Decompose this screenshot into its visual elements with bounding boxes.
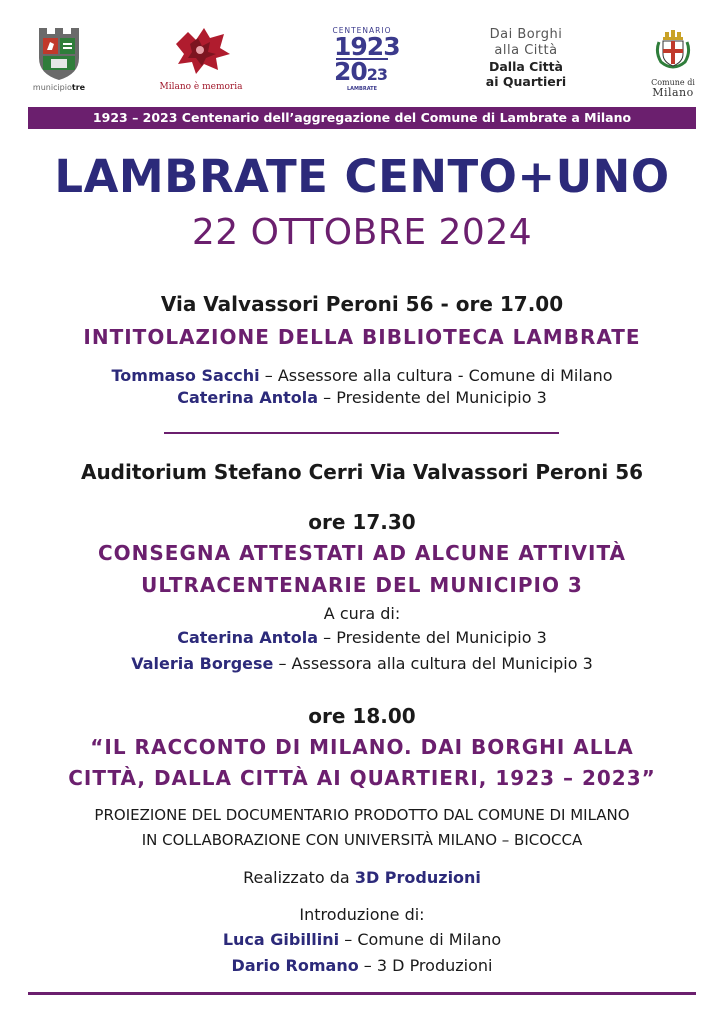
page-title: LAMBRATE CENTO+UNO (54, 150, 670, 203)
event2-speaker: Valeria Borgese – Assessora alla cultura del Municipio 3 (131, 654, 593, 673)
logo-bar (0, 0, 724, 106)
event2-title-line2: ULTRACENTENARIE DEL MUNICIPIO 3 (141, 573, 583, 597)
shield-icon (37, 28, 81, 80)
milano-crest-icon (651, 28, 695, 72)
municipio-tre-caption: municipiotre (32, 83, 86, 92)
event3-realized-by: Realizzato da 3D Produzioni (243, 868, 481, 887)
event3-time: ore 18.00 (308, 704, 416, 728)
section-divider (164, 432, 559, 434)
event3-intro-label: Introduzione di: (299, 905, 425, 924)
event1-speaker: Caterina Antola – Presidente del Municipio 3 (177, 388, 547, 407)
event1-speaker: Tommaso Sacchi – Assessore alla cultura - Comune di Milano (111, 366, 613, 385)
event1-title: INTITOLAZIONE DELLA BIBLIOTECA LAMBRATE (83, 325, 641, 349)
dai-borghi-logo: Dai Borghi alla Città Dalla Città ai Quartieri (485, 27, 567, 89)
centenary-banner: 1923 – 2023 Centenario dell’aggregazione del Comune di Lambrate a Milano (28, 107, 696, 129)
event3-title-line2: CITTÀ, DALLA CITTÀ AI QUARTIERI, 1923 – 2023” (68, 766, 656, 790)
comune-milano-logo: Comune di Milano (648, 28, 698, 99)
event3-description-line2: IN COLLABORAZIONE CON UNIVERSITÀ MILANO – BICOCCA (141, 831, 583, 849)
centenario-logo: CENTENARIO 1923 2023 LAMBRATE (330, 26, 394, 92)
memoria-emblem-icon (166, 24, 236, 76)
event3-description-line1: PROIEZIONE DEL DOCUMENTARIO PRODOTTO DAL COMUNE DI MILANO (94, 806, 630, 824)
event3-title-line1: “IL RACCONTO DI MILANO. DAI BORGHI ALLA (90, 735, 634, 759)
event2-speaker: Caterina Antola – Presidente del Municipio 3 (177, 628, 547, 647)
centenario-year-top: 1923 (334, 32, 400, 61)
event3-speaker: Luca Gibillini – Comune di Milano (222, 930, 502, 949)
event2-curated-label: A cura di: (323, 604, 401, 623)
event3-speaker: Dario Romano – 3 D Produzioni (231, 956, 493, 975)
event1-place: Via Valvassori Peroni 56 - ore 17.00 (160, 292, 564, 316)
event2-title-line1: CONSEGNA ATTESTATI AD ALCUNE ATTIVITÀ (97, 541, 627, 565)
event-date: 22 OTTOBRE 2024 (191, 212, 533, 253)
milano-memoria-logo: Milano è memoria (158, 24, 244, 92)
venue-title: Auditorium Stefano Cerri Via Valvassori Peroni 56 (80, 460, 644, 484)
event2-time: ore 17.30 (308, 510, 416, 534)
municipio-tre-logo (28, 28, 90, 92)
footer-divider (28, 992, 696, 995)
centenario-year-bottom: 2023 (334, 57, 388, 86)
